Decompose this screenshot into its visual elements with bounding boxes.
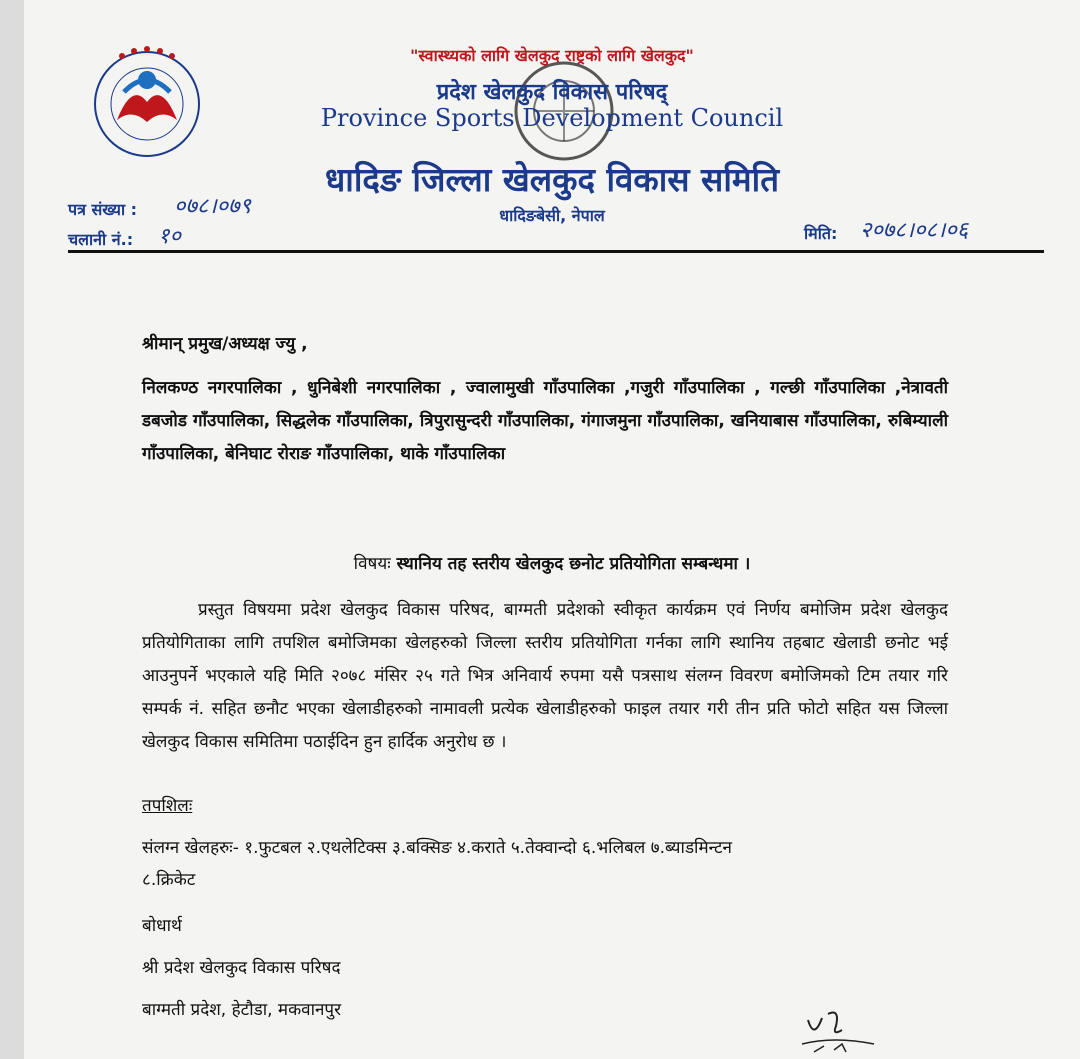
date-value: २०७८।०८।०६ — [860, 218, 969, 243]
letter-body: प्रस्तुत विषयमा प्रदेश खेलकुद विकास परिषद, बाग्मती प्रदेशको स्वीकृत कार्यक्रम एवं निर्णय बमोजिम प्रदेश खेलकुद प्रतियोगिताका लागि तपशिल बमोजिमका खेलहरुको जिल्ला स्तरीय प्रतियोगिता गर्नका लागि स्थानिय तहबाट खेलाडी छनोट भई आउनुपर्ने भएकाले यहि मिति २०७८ मंसिर २५ गते भित्र अनिवार्य रुपमा यसै पत्रसाथ संलग्न विवरण बमोजिमको टिम तयार गरि सम्पर्क नं. सहित छनौट भएका खेलाडीहरुको नामावली प्रत्येक खेलाडीहरुको फाइल तयार गरी तीन प्रति फोटो सहित यस जिल्ला खेलकुद विकास समितिमा पठाईदिन हुन हार्दिक अनुरोध छ । — [142, 600, 948, 752]
salutation: श्रीमान् प्रमुख/अध्यक्ष ज्यु , — [142, 334, 308, 354]
subject-line — [24, 548, 1080, 581]
signature-icon — [794, 1000, 894, 1059]
letter-number-value: ०७८।०७९ — [174, 194, 251, 219]
council-name-nepali: प्रदेश खेलकुद विकास परिषद् — [436, 80, 668, 105]
district-committee-name: धादिङ जिल्ला खेलकुद विकास समिति — [325, 160, 779, 199]
dispatch-number-value: १० — [158, 224, 181, 249]
address: धादिङबेसी, नेपाल — [499, 206, 605, 225]
sports-list-line-1: संलग्न खेलहरुः- १.फुटबल २.एथलेटिक्स ३.बक्सिङ ४.कराते ५.तेक्वान्दो ६.भलिबल ७.ब्याडमिन्टन — [142, 838, 732, 858]
slogan: "स्वास्थ्यको लागि खेलकुद राष्ट्रको लागि खेलकुद" — [410, 46, 694, 65]
letter-number-label: पत्र संख्या : — [68, 200, 138, 219]
date-label: मिति: — [804, 224, 838, 243]
council-name-english: Province Sports Development Council — [320, 104, 784, 132]
letter-page — [24, 0, 1080, 1059]
dispatch-number-label: चलानी नं.: — [68, 230, 134, 249]
subject-label: विषयः — [353, 554, 391, 574]
cc-line-1: श्री प्रदेश खेलकुद विकास परिषद — [142, 958, 341, 978]
details-heading: तपशिलः — [142, 796, 193, 816]
sports-list-line-2: ८.क्रिकेट — [142, 870, 196, 890]
subject-text: स्थानिय तह स्तरीय खेलकुद छनोट प्रतियोगिता सम्बन्धमा । — [396, 554, 751, 574]
header-divider — [68, 250, 1044, 253]
cc-heading: बोधार्थ — [142, 916, 182, 936]
cc-line-2: बाग्मती प्रदेश, हेटौडा, मकवानपुर — [142, 1000, 342, 1020]
recipient-list: निलकण्ठ नगरपालिका , धुनिबेशी नगरपालिका , ज्वालामुखी गाँउपालिका ,गजुरी गाँउपालिका , गल्छी गाँउपालिका ,नेत्रावती डबजोड गाँउपालिका, सिद्धलेक गाँउपालिका, त्रिपुरासुन्दरी गाँउपालिका, गंगाजमुना गाँउपालिका, खनियाबास गाँउपालिका, रुबिम्याली गाँउपालिका, बेनिघाट रोराङ गाँउपालिका, थाके गाँउपालिका — [142, 378, 948, 464]
